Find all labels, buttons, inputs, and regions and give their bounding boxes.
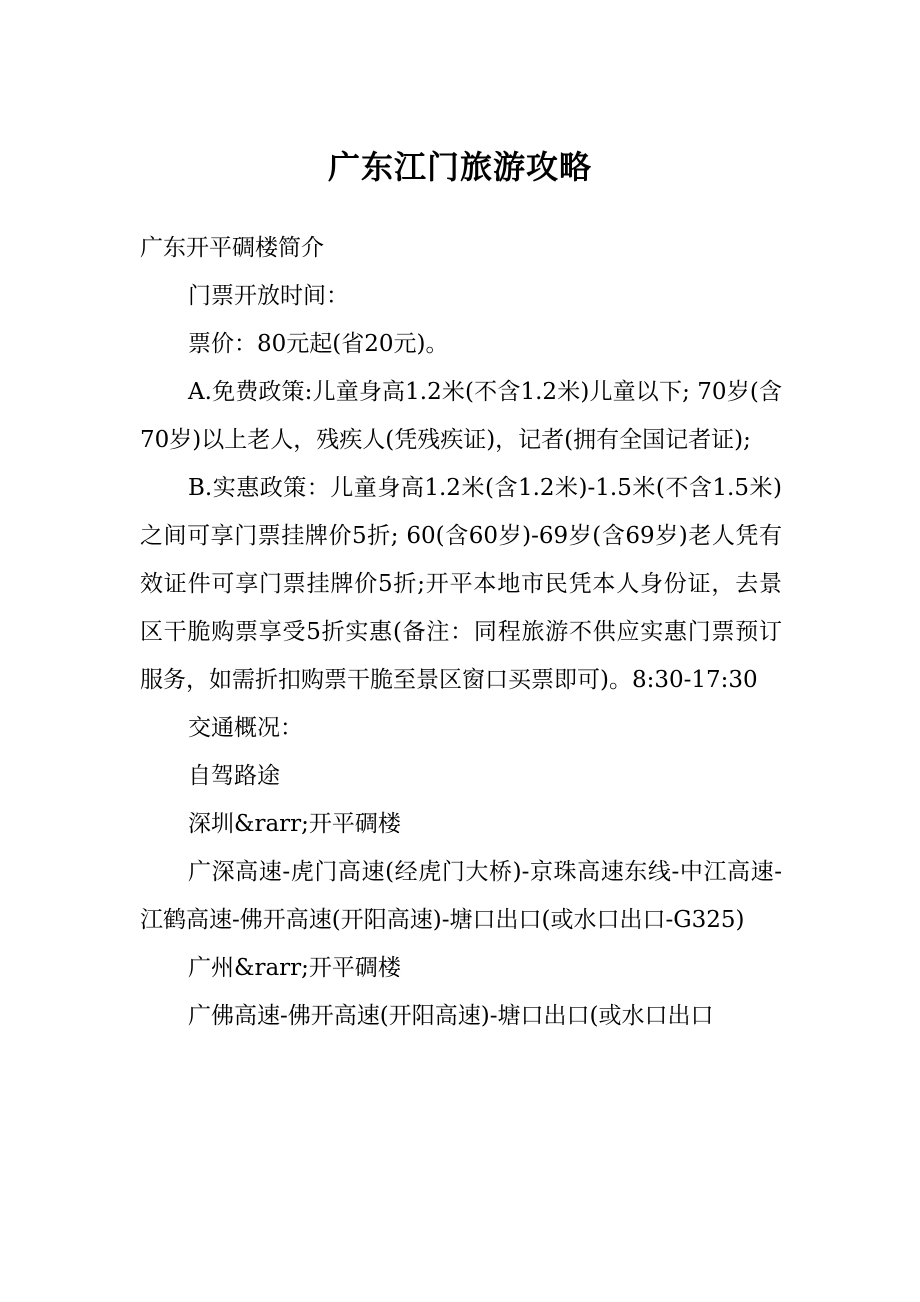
- section-heading: 广东开平碉楼简介: [140, 235, 324, 261]
- paragraph-route-shenzhen-detail: 广深高速-虎门高速(经虎门大桥)-京珠高速东线-中江高速-江鹤高速-佛开高速(开阳高速)-塘口出口(或水口出口-G325): [140, 859, 782, 933]
- paragraph-traffic-overview: 交通概况：: [188, 715, 303, 741]
- paragraph-route-guangzhou-detail: 广佛高速-佛开高速(开阳高速)-塘口出口(或水口出口: [188, 1003, 714, 1029]
- paragraph-route-shenzhen: 深圳&rarr;开平碉楼: [188, 811, 401, 837]
- paragraph-free-policy: A.免费政策:儿童身高1.2米(不含1.2米)儿童以下; 70岁(含70岁)以上老人，残疾人(凭残疾证)，记者(拥有全国记者证);: [140, 379, 782, 453]
- paragraph-self-drive: 自驾路途: [188, 763, 280, 789]
- document-title: 广东江门旅游攻略: [327, 148, 592, 186]
- paragraph-ticket-price: 票价：80元起(省20元)。: [188, 331, 449, 357]
- document-body: [140, 224, 782, 1040]
- paragraph-ticket-hours: 门票开放时间：: [188, 283, 349, 309]
- paragraph-route-guangzhou: 广州&rarr;开平碉楼: [188, 955, 401, 981]
- paragraph-discount-policy: B.实惠政策：儿童身高1.2米(含1.2米)-1.5米(不含1.5米)之间可享门票挂牌价5折; 60(含60岁)-69岁(含69岁)老人凭有效证件可享门票挂牌价5折;开平本地市民凭本人身份证，去景区干脆购票享受5折实惠(备注：同程旅游不供应实惠门票预订服务，如需折扣购票干脆至景区窗口买票即可)。8:30-17:30: [140, 475, 782, 693]
